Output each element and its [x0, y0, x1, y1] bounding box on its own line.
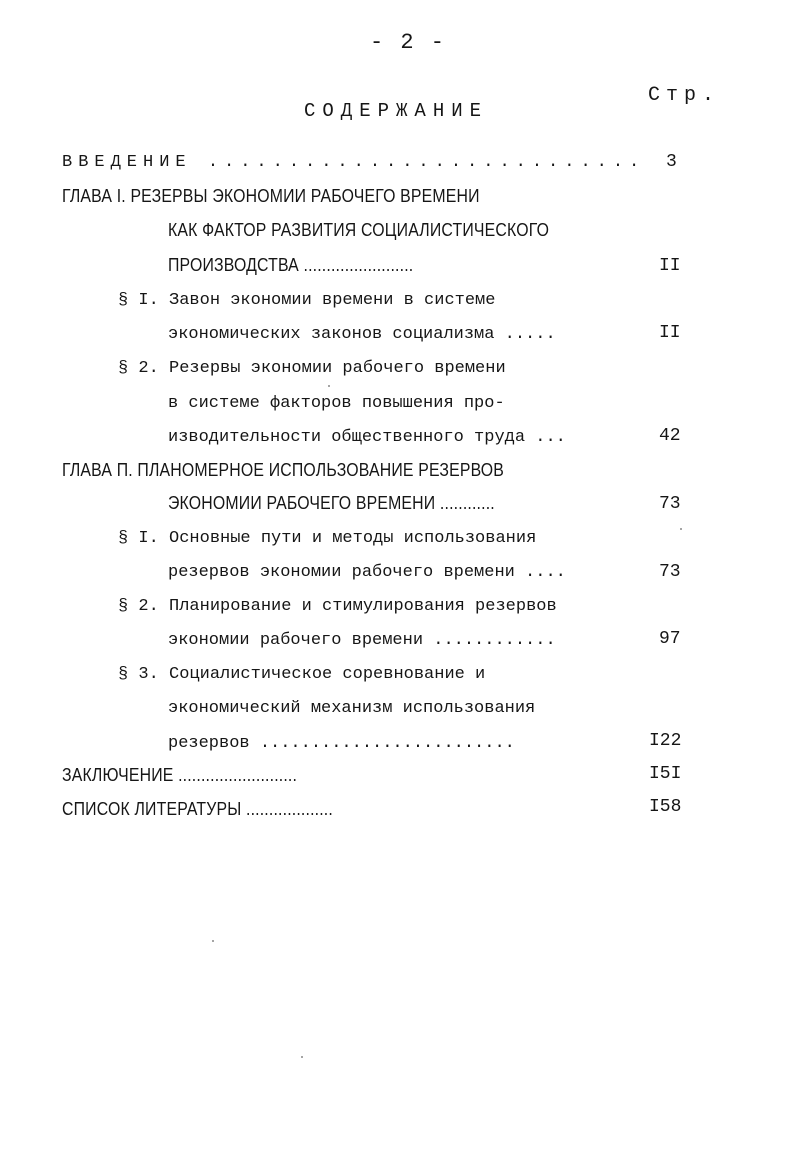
toc-line: § I. Завон экономии времени в системе [118, 291, 496, 310]
toc-line: резервов ......................... [168, 734, 515, 753]
page-column-heading: Стр. [648, 84, 721, 107]
scan-speck [301, 1056, 303, 1058]
scan-speck [680, 528, 682, 530]
toc-line: экономический механизм использования [168, 699, 536, 718]
toc-page-number: 42 [659, 426, 681, 446]
toc-line: ПРОИЗВОДСТВА ........................ [168, 255, 414, 275]
toc-line: ГЛАВА П. ПЛАНОМЕРНОЕ ИСПОЛЬЗОВАНИЕ РЕЗЕРВОВ [62, 460, 505, 480]
toc-line: § 2. Резервы экономии рабочего времени [118, 359, 506, 378]
toc-line: изводительности общественного труда ... [168, 428, 566, 447]
toc-page-number: I22 [649, 731, 682, 751]
toc-page-number: 73 [659, 562, 681, 582]
toc-line: СПИСОК ЛИТЕРАТУРЫ ................... [62, 799, 333, 819]
toc-line: КАК ФАКТОР РАЗВИТИЯ СОЦИАЛИСТИЧЕСКОГО [168, 220, 550, 240]
toc-line: § 2. Планирование и стимулирования резервов [118, 597, 557, 616]
toc-line: ЭКОНОМИИ РАБОЧЕГО ВРЕМЕНИ ............ [168, 493, 495, 513]
toc-line: экономии рабочего времени ............ [168, 631, 556, 650]
toc-line: § 3. Социалистическое соревнование и [118, 665, 486, 684]
toc-line: § I. Основные пути и методы использования [118, 529, 537, 548]
toc-page-number: 3 [666, 152, 677, 172]
toc-page-number: I58 [649, 797, 682, 817]
toc-page-number: 73 [659, 494, 681, 514]
toc-page-number: II [659, 323, 681, 343]
toc-line: ГЛАВА I. РЕЗЕРВЫ ЭКОНОМИИ РАБОЧЕГО ВРЕМЕНИ [62, 186, 480, 206]
document-title: СОДЕРЖАНИЕ [304, 100, 489, 122]
toc-line: в системе факторов повышения про- [168, 394, 505, 413]
toc-page-number: II [659, 256, 681, 276]
toc-line: экономических законов социализма ..... [168, 325, 556, 344]
toc-line: ЗАКЛЮЧЕНИЕ .......................... [62, 765, 298, 785]
toc-page-number: 97 [659, 629, 681, 649]
scan-speck [212, 940, 214, 942]
scan-speck [328, 385, 330, 387]
toc-page-number: I5I [649, 764, 682, 784]
page-number: - 2 - [370, 30, 447, 55]
toc-line: резервов экономии рабочего времени .... [168, 563, 566, 582]
toc-line: ВВЕДЕНИЕ ........................... [62, 153, 646, 172]
